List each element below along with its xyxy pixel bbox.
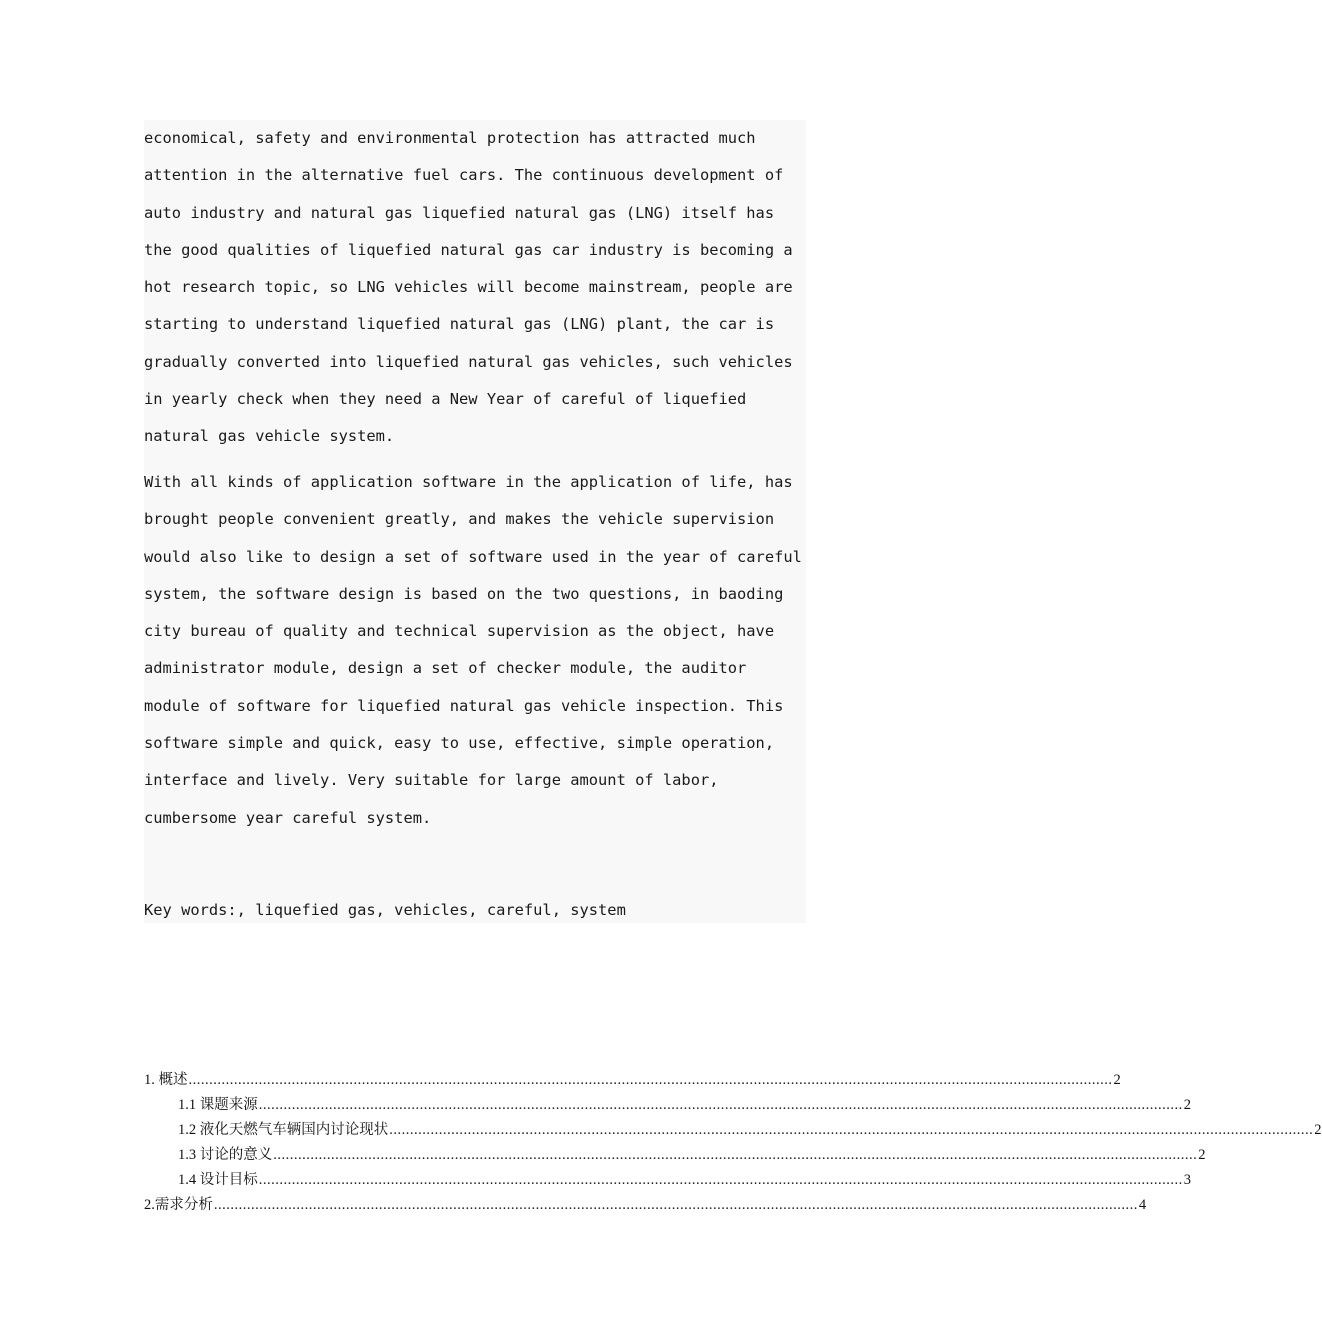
- toc-leader-dots: ................................................................................................................................................................................................................................: [188, 1072, 1113, 1088]
- toc-entry-label: 1.2 液化天燃气车辆国内讨论现状: [178, 1122, 389, 1138]
- toc-entry-label: 2.需求分析: [144, 1197, 213, 1213]
- abstract-section: [144, 120, 806, 923]
- toc-entry-label: 1.1 课题来源: [178, 1097, 258, 1113]
- toc-entry-1[interactable]: [144, 1068, 1121, 1093]
- keywords-line: Key words:, liquefied gas, vehicles, careful, system: [144, 901, 626, 919]
- toc-entry-page: 2: [1314, 1122, 1322, 1138]
- toc-leader-dots: ................................................................................................................................................................................................................................: [273, 1147, 1198, 1163]
- toc-entry-page: 2: [1183, 1097, 1191, 1113]
- toc-entry-label: 1.3 讨论的意义: [178, 1147, 273, 1163]
- toc-entry-label: 1.4 设计目标: [178, 1172, 258, 1188]
- toc-entry-1-1[interactable]: [144, 1093, 1191, 1118]
- toc-entry-1-4[interactable]: [144, 1168, 1191, 1193]
- toc-entry-label: 1. 概述: [144, 1072, 188, 1088]
- table-of-contents: [144, 1068, 1322, 1218]
- toc-leader-dots: ................................................................................................................................................................................................................................: [258, 1172, 1183, 1188]
- abstract-paragraph-2: With all kinds of application software in the application of life, has brought people convenient greatly, and makes the vehicle supervision would also like to design a set of software used in the year of careful system, the software design is based on the two questions, in baoding city bureau of quality and technical supervision as the object, have administrator module, design a set of checker module, the auditor module of software for liquefied natural gas vehicle inspection. This software simple and quick, easy to use, effective, simple operation, interface and lively. Very suitable for large amount of labor, cumbersome year careful system.: [144, 473, 802, 827]
- toc-entry-page: 3: [1183, 1172, 1191, 1188]
- toc-leader-dots: ................................................................................................................................................................................................................................: [389, 1122, 1314, 1138]
- toc-entry-1-2[interactable]: [144, 1118, 1322, 1143]
- toc-leader-dots: ................................................................................................................................................................................................................................: [213, 1197, 1138, 1213]
- toc-entry-page: 2: [1198, 1147, 1206, 1163]
- toc-entry-page: 2: [1113, 1072, 1121, 1088]
- toc-entry-page: 4: [1138, 1197, 1147, 1213]
- toc-leader-dots: ................................................................................................................................................................................................................................: [258, 1097, 1183, 1113]
- abstract-paragraph-1: economical, safety and environmental protection has attracted much attention in the alternative fuel cars. The continuous development of auto industry and natural gas liquefied natural gas (LNG) itself has the good qualities of liquefied natural gas car industry is becoming a hot research topic, so LNG vehicles will become mainstream, people are starting to understand liquefied natural gas (LNG) plant, the car is gradually converted into liquefied natural gas vehicles, such vehicles in yearly check when they need a New Year of careful of liquefied natural gas vehicle system.: [144, 129, 793, 446]
- toc-entry-2[interactable]: [144, 1193, 1147, 1218]
- toc-entry-1-3[interactable]: [144, 1143, 1206, 1168]
